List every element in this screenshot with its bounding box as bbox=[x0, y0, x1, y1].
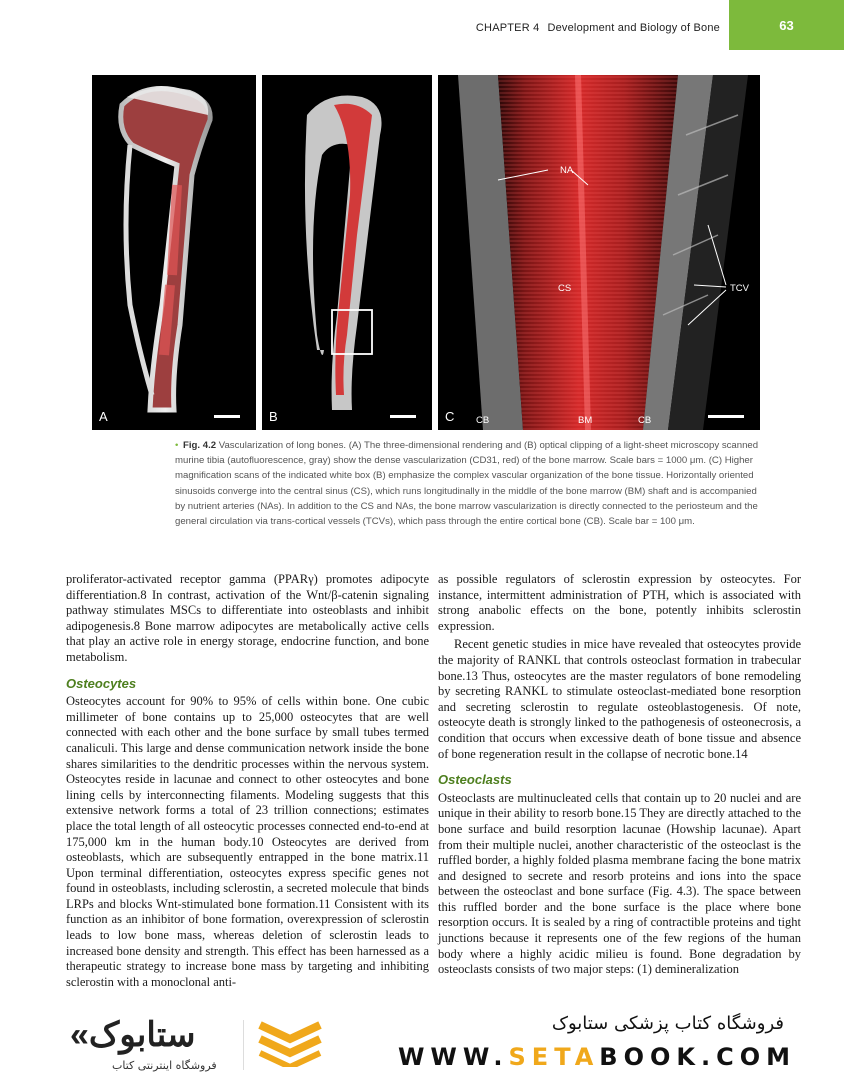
running-head bbox=[476, 22, 720, 34]
paragraph: Recent genetic studies in mice have revealed that osteocytes provide the majority of RANKL that controls osteoclast formation in trabecular bone.13 Thus, osteocytes are the master regulators of bone remodeling by secreting RANKL to stimulate osteoclast-mediated bone resorption and secreting sclerostin to regulate osteoblastogenesis. Of note, osteocyte death is strongly linked to the pathogenesis of osteonecrosis, a condition that occurs when excessive death of bone tissue and absence of bone regeneration result in the collapse of necrotic bone.14 bbox=[438, 637, 801, 761]
divider bbox=[243, 1020, 244, 1070]
label-cs: CS bbox=[558, 283, 572, 294]
right-column bbox=[438, 572, 801, 981]
caption-bullet-icon: • bbox=[175, 440, 179, 451]
left-column bbox=[66, 572, 429, 993]
panel-letter-b: B bbox=[269, 409, 278, 424]
paragraph: as possible regulators of sclerostin expression by osteocytes. For instance, intermittent administration of PTH, which is associated with strong anabolic effects on the bone, potently inhibits sclerostin expression. bbox=[438, 572, 801, 633]
panel-letter-a: A bbox=[99, 409, 108, 424]
label-bm: BM bbox=[578, 415, 593, 426]
page-number: 63 bbox=[779, 18, 794, 33]
scale-bar bbox=[708, 415, 744, 418]
chapter-title: Development and Biology of Bone bbox=[547, 22, 720, 34]
paragraph: Osteocytes account for 90% to 95% of cells within bone. One cubic millimeter of bone contains up to 25,000 osteocytes that are well connected with each other and the bone surface by small tubes termed canaliculi. This large and dense communication network inside the bone shares similarities to the dendritic processes within the nervous system. Osteocytes reside in lacunae and connect to other osteocytes and bone lining cells by interconnecting filaments. Modeling suggests that this extensive network forms a total of 23 trillion connections; estimates place the total length of all osteocytic processes connected end-to-end at 175,000 km in the human body.10 Osteocytes are derived from osteoblasts, which are subsequently entrapped in the bone matrix.11 Upon terminal differentiation, osteocytes express specific genes not found in osteoblasts, including sclerostin, a secreted molecule that binds LRPs and blocks Wnt-stimulated bone formation.11 Consistent with its function as an inhibitor of bone formation, overexpression of sclerostin leads to low bone mass, whereas deletion of sclerostin leads to increased bone density and strength. This effect has been harnessed as a therapeutic strategy to increase bone mass by targeting and inhibiting sclerostin with a monoclonal anti- bbox=[66, 694, 429, 989]
figure-panel-b bbox=[262, 75, 432, 430]
label-tcv: TCV bbox=[730, 283, 749, 294]
section-heading-osteocytes: Osteocytes bbox=[66, 675, 137, 691]
store-name: فروشگاه کتاب پزشکی ستابوک bbox=[551, 1013, 784, 1034]
chapter-label: CHAPTER 4 bbox=[475, 22, 540, 34]
store-url[interactable] bbox=[398, 1043, 796, 1071]
section-heading-osteoclasts: Osteoclasts bbox=[438, 772, 512, 788]
footer-watermark bbox=[0, 995, 844, 1080]
label-na: NA bbox=[560, 165, 574, 176]
paragraph: proliferator-activated receptor gamma (PPARγ) promotes adipocyte differentiation.8 In contrast, activation of the Wnt/β-catenin signaling pathway stimulates MSCs to differentiate into osteoblasts and inhibit adipogenesis.8 Bone marrow adipocytes are metabolically active cells that play an active role in energy storage, endocrine function, and bone metabolism. bbox=[66, 572, 429, 664]
logo-subtext: فروشگاه اینترنتی کتاب bbox=[112, 1059, 217, 1072]
paragraph: Osteoclasts are multinucleated cells that contain up to 20 nuclei and are unique in their ability to resorb bone.15 They are directly attached to the bone surface and build resorption lacunae (Howship lacunae). Apart from their multiple nuclei, another characteristic of the osteoclast is the ruffled border, a highly folded plasma membrane facing the bone matrix and designed to secrete and resorb proteins and ions into the space between the osteoclast and bone surface (Fig. 4.3). The space between this ruffled border and the bone surface is the place where bone resorption occurs. It is sealed by a ring of contractible proteins and tight junctions because it represents one of the few regions of the human body where a highly acidic milieu is found. Bone degradation by osteoclasts consists of two major steps: (1) demineralization bbox=[438, 790, 801, 977]
label-cb-right: CB bbox=[638, 415, 652, 426]
book-stack-icon bbox=[255, 1017, 325, 1067]
figure-caption bbox=[175, 438, 760, 529]
url-prefix: WWW. bbox=[397, 1043, 509, 1071]
url-highlight: SETA bbox=[508, 1043, 600, 1071]
setabook-logo: «ستابوک bbox=[70, 1016, 196, 1054]
tibia-3d-render-image bbox=[92, 75, 256, 430]
page-number-box bbox=[729, 0, 844, 50]
scale-bar bbox=[214, 415, 240, 418]
label-cb-left: CB bbox=[476, 415, 490, 426]
caption-text: Vascularization of long bones. (A) The three-dimensional rendering and (B) optical clipping of a light-sheet microscopy scanned murine tibia (autofluorescence, gray) show the dense vascularization (CD31, red) of the bone marrow. Scale bars = 1000 μm. (C) Higher magnification scans of the indicated white box (B) emphasize the complex vascular organization of the bone tissue. Horizontally oriented sinusoids converge into the central sinus (CS), which runs longitudinally in the middle of the bone marrow (BM) shaft and is accompanied by nutrient arteries (NAs). In addition to the CS and NAs, the bone marrow vascularization is directly connected to the periosteum and the general circulation via trans-cortical vessels (TCVs), which pass through the entire cortical bone (CB). Scale bar = 100 μm. bbox=[175, 440, 759, 528]
tibia-optical-clip-image bbox=[262, 75, 432, 430]
page-header bbox=[0, 0, 844, 52]
scale-bar bbox=[390, 415, 416, 418]
url-suffix: BOOK.COM bbox=[599, 1043, 796, 1071]
vascular-microscopy-image bbox=[438, 75, 760, 430]
panel-letter-c: C bbox=[445, 409, 455, 424]
figure-number: Fig. 4.2 bbox=[183, 440, 217, 451]
figure-panel-c bbox=[438, 75, 760, 430]
figure-panel-a bbox=[92, 75, 256, 430]
